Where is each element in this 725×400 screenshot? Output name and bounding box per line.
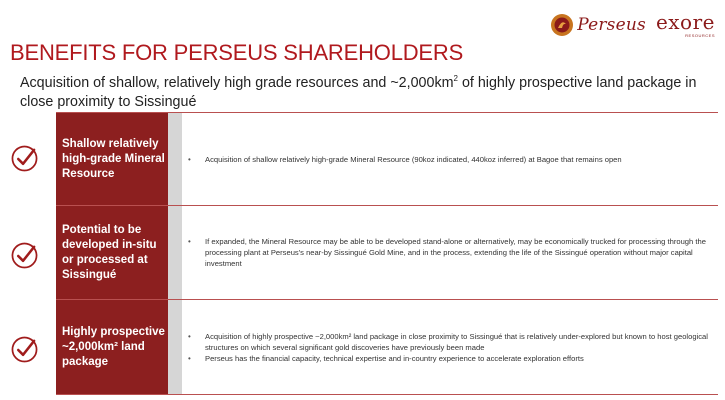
logos — [550, 8, 715, 42]
checkmark-circle-icon — [11, 336, 38, 363]
bullet-item: • Acquisition of shallow relatively high-grade Mineral Resource (90koz indicated, 440koz inferred) at Bagoe that remains open — [186, 154, 718, 165]
bullet-item: • If expanded, the Mineral Resource may be able to be developed stand-alone or alternatively, may be economically trucked for processing through the processing plant at Perseus's near-by Sissingué Gold Mine, and in the process, extending the life of the Sissingué operation without major capital investment — [186, 236, 718, 269]
row-separator-bar — [168, 206, 182, 299]
benefit-label: Highly prospective ~2,000km² land package — [56, 300, 168, 394]
checkmark-circle-icon — [11, 242, 38, 269]
perseus-emblem-icon — [550, 13, 574, 37]
row-separator-bar — [168, 113, 182, 205]
bullet-item: • Acquisition of highly prospective ~2,000km² land package in close proximity to Sissingué that is relatively under-explored but known to host geological structures on which several significant gold discoveries have previously been made — [186, 331, 718, 353]
page-subtitle: Acquisition of shallow, relatively high grade resources and $\sim 2,000km^2$ of highly prospective land package in close proximity to Sissingué — [20, 74, 697, 110]
benefit-content — [182, 206, 718, 299]
exore-logo-subtext: RESOURCES — [685, 33, 715, 38]
benefit-label: Shallow relatively high-grade Mineral Resource — [56, 113, 168, 205]
checkmark-circle-icon — [11, 145, 38, 172]
exore-logo-text: exore — [655, 10, 715, 34]
perseus-logo — [550, 13, 646, 37]
bullet-item: • Perseus has the financial capacity, technical expertise and in-country experience to accelerate exploration efforts — [186, 353, 718, 364]
perseus-logo-text: Perseus — [577, 15, 646, 35]
exore-logo — [656, 12, 715, 38]
benefit-label: Potential to be developed in-situ or processed at Sissingué — [56, 206, 168, 299]
page-title: BENEFITS FOR PERSEUS SHAREHOLDERS — [10, 40, 464, 65]
divider-bottom — [56, 394, 718, 395]
row-separator-bar — [168, 300, 182, 394]
benefit-content — [182, 300, 718, 394]
benefit-content — [182, 113, 718, 205]
